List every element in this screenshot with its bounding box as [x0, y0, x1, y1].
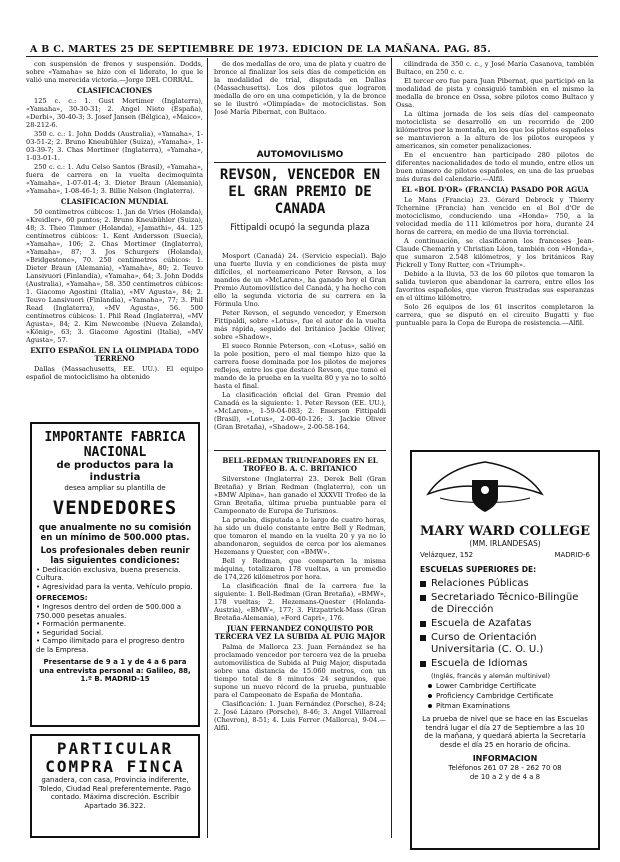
ad-headline: IMPORTANTE FABRICA NACIONAL [44, 430, 186, 460]
bol-dor-paragraph: Le Mans (Francia) 23. Gérard Debrock y Thierry Tchernine (Francia) han vencido en el Bol d'Or de motociclismo, conduciendo una «Honda» 750, a la velocidad media de 111 kilómetros por hora, durante 24 horas de carrera, en medio de una lluvia torrencial. [396, 196, 594, 236]
course-item: Relaciones Públicas [420, 578, 590, 590]
ad-finca-text: ganadera, con casa, Provincia indiferente, Toledo, Ciudad Real preferentemente. Pago contado. Máxima discreción. Escribir Apartado 36.322. [39, 776, 191, 810]
course-item: Escuela de Azafatas [420, 618, 590, 630]
college-address [420, 551, 590, 559]
exam-item: Lower Cambridge Certificate [428, 682, 590, 690]
results-350: 350 c. c.: 1. John Dodds (Australia), «Yamaha», 1-03-51-2; 2. Bruno Kneubühler (Suiza), «Yamaha», 1-03-39-7; 3. Chas Mortimer (Inglaterra), «Yamaha», 1-03-01-1. [26, 130, 203, 162]
bol-dor-paragraph: A continuación, se clasificaron los franceses Jean-Claude Chemarin y Christian Léon, también con «Honda», que sumaron 2.548 kilómetros, y los británicos Ray Pickrell y Tony Rutter, con «Triumph». [396, 237, 594, 269]
bell-redman-paragraph: Silverstone (Inglaterra) 23. Derek Bell (Gran Bretaña) y Brian Redman (Inglaterra), con un «BMW Alpina», han ganado el XXXVII Trofeo de la Gran Bretaña, última prueba puntuable para el Campeonato de Europa de Turismos. [214, 475, 386, 515]
bell-redman-paragraph: Bell y Redman, que comparten la misma máquina, totalizaron 178 vueltas, a un promedio de 174,226 kilómetros por hora. [214, 557, 386, 581]
ad-offer: • Ingresos dentro del orden de 500.000 a 750.000 pesetas anuales. [36, 603, 182, 620]
course-item: Secretariado Técnico-Bilingüe de Dirección [420, 592, 590, 616]
world-classification-title: CLASIFICACION MUNDIAL [60, 197, 169, 206]
revson-article [214, 252, 386, 448]
ad-particular: PARTICULAR [56, 739, 174, 758]
automovilismo-section [214, 150, 386, 236]
revson-paragraph: El sueco Ronnie Peterson, con «Lotus», salió en la pole position, pero el mal tiempo hizo que la carrera fuese dominada por los pilotos de mejores reflejos, entre los que destacó Revson, que tomó el mando de la prueba en la vuelta 80 y ya no lo soltó hasta el final. [214, 342, 386, 390]
course-item: Curso de Orientación Universitaria (C. O. U.) [420, 632, 590, 656]
spanish-success-title: EXITO ESPAÑOL EN LA OLIMPIADA TODO TERRENO [30, 346, 199, 363]
factory-job-ad [30, 422, 200, 727]
bol-dor-paragraph: Solo 26 equipos de los 61 inscritos completaron la carrera, que se disputó en el circuito Bugatti y fue puntuable para la Copa de Europa de resistencia.—Alfil. [396, 303, 594, 327]
ad-condition: • Agresividad para la venta. Vehículo propio. [36, 582, 193, 591]
ad-compra-finca: COMPRA FINCA [45, 757, 185, 776]
spanish-success-text: Dallas (Massachusetts, EE. UU.). El equipo español de motociclismo ha obtenido [26, 365, 203, 381]
level-test-note: La prueba de nivel que se hace en las Escuelas tendrá lugar el día 27 de Septiembre a las 10 de la mañana, y quedará abierta la Secretaría desde el día 25 en horario de oficina. [422, 715, 588, 749]
ad-offer: • Campo ilimitado para el progreso dentro de la Empresa. [36, 637, 185, 654]
ad-offer-label: OFRECEMOS: [36, 594, 88, 602]
ad-condition: • Dedicación exclusiva, buena presencia. Cultura. [36, 565, 181, 582]
revson-paragraph: Mosport (Canadá) 24. (Servicio especial). Bajo una fuerte lluvia y en condiciones de pista muy difíciles, el norteamericano Peter Revson, a los mandos de un «McLaren», ha ganado hoy el Gran Premio Automovilístico del Canadá, y ha hecho con ello la segunda victoria de su carrera en la Fórmula Uno. [214, 252, 386, 308]
ad-commission: que anualmente no su comisión en un mínimo de 500.000 ptas. [38, 522, 192, 543]
results-250: 250 c. c.: 1. Adu Celso Santos (Brasil), «Yamaha», fuera de carrera en la vuelta decimoquinta «Yamaha», 1-07-01-4; 3. Dieter Braun (Alemania), «Yamaha», 1-08-46-1; 3. Billie Nelson (Inglaterra). [26, 163, 203, 195]
fernandez-paragraph: Palma de Mallorca 23. Juan Fernández se ha proclamado vencedor por tercera vez de la prueba automovilística de Subida al Puig Major, disputada sobre una distancia de 15.060 metros, con un tiempo total de 8 minutos 24 segundos, que supone un nuevo récord de la prueba, puntuable para el Campeonato de España de Montaña. [214, 643, 386, 699]
college-subtitle: (MM. IRLANDESAS) [469, 539, 541, 548]
article-rule [214, 450, 386, 451]
trial-paragraph: de dos medallas de oro, una de plata y cuatro de bronce al finalizar los seis días de competición en la modalidad de trial, disputada en Dallas (Massachusetts). Los dos pilotos que lograron medalla de oro en una competición, y la de bronce se le ilustró «Olimpíada» de motociclistas. Son José María Pibernat, con Bultaco. [214, 60, 386, 116]
course-item: Escuela de Idiomas [420, 658, 590, 670]
olympiad-paragraph: cilindrada de 350 c. c., y José María Casanova, también Bultaco, en 250 c. c. [396, 60, 594, 76]
schools-label: ESCUELAS SUPERIORES DE: [420, 565, 537, 574]
revson-paragraph: La clasificación oficial del Gran Premio del Canadá es la siguiente: 1. Peter Revson (EE. UU.), «McLaren», 1-59-04-083; 2. Emerson Fittipaldi (Brasil), «Lotus», 2-00-40-126; 3. Jackie Oliver (Gran Bretaña), «Shadow», 2-00-58-164. [214, 391, 386, 431]
bullet-icon [420, 581, 426, 587]
ad-vendedores: VENDEDORES [52, 496, 178, 519]
bullet-icon [428, 694, 432, 698]
hours: de 10 a 2 y de 4 a 8 [469, 772, 541, 781]
phones: Teléfonos 261 07 28 - 262 70 08 [448, 764, 562, 772]
college-title: MARY WARD COLLEGE [420, 524, 591, 539]
bol-dor-title: EL «BOL D'OR» (FRANCIA) PASADO POR AGUA [401, 185, 589, 194]
revson-deck: Fittipaldi ocupó la segunda plaza [230, 223, 370, 233]
ad-subheadline: de productos para la industria [56, 460, 174, 483]
ad-contact: Presentarse de 9 a 1 y de 4 a 6 para una entrevista personal a: Galileo, 88, 1.º B. MADRID-15 [39, 658, 191, 683]
bell-redman-paragraph: La prueba, disputada a lo largo de cuatro horas, ha sido un duelo constante entre Bell y Redman, que tomaron el mando en la vuelta 20 y ya no lo abandonaron, seguidos de cerca por los alemanes Hezemans y Quester, con «BMW». [214, 516, 386, 556]
page-header: A B C. MARTES 25 DE SEPTIEMBRE DE 1973. EDICION DE LA MAÑANA. PAG. 85. [30, 44, 491, 55]
ad-conditions: Los profesionales deben reunir las siguientes condiciones: [40, 545, 190, 566]
bullet-icon [428, 704, 432, 708]
results-125: 125 c. c.: 1. Gust Mortimer (Inglaterra), «Yamaha», 30-30-31; 2. Angel Nieto (España), «Derbi», 30-40-3; 3. Josef Jansen (Bélgica), «Maico», 28-212-6. [26, 97, 203, 129]
olympiad-paragraph: El tercer oro fue para Juan Pibernat, que participó en la modalidad de pista y consiguió también en el mismo la medalla de bronce en Ossa, sobre pilotos como Bultaco y Ossa. [396, 77, 594, 109]
header-rule [26, 56, 598, 57]
olympiad-paragraph: En el encuentro han participado 280 pilotos de diferentes nacionalidades de todo el mundo, entre ellos un buen número de pilotos españoles, en una de las pruebas más duras del calendario.—Alfil. [396, 151, 594, 183]
motorcycle-results-column [26, 60, 203, 420]
bullet-icon [420, 635, 426, 641]
fernandez-title: JUAN FERNANDEZ CONQUISTO POR TERCERA VEZ LA SUBIDA AL PUIG MAJOR [214, 624, 386, 641]
bell-redman-title: BELL-REDMAN TRIUNFADORES EN EL TROFEO B. A. C. BRITANICO [222, 456, 378, 473]
exam-item: Proficiency Cambridge Certificate [428, 692, 590, 700]
languages-note: (Inglés, francés y alemán multinivel) [431, 672, 551, 680]
intro-paragraph: con suspensión de frenos y suspensión. Dodds, sobre «Yamaha» se hizo con el liderato, lo que le valió una merecida victoria.—Jorge DEL CORRAL. [26, 60, 203, 84]
bell-redman-paragraph: La clasificación final de la carrera fue la siguiente: 1. Bell-Redman (Gran Bretaña), «BMW», 178 vueltas; 2. Hezemans-Quester (Holanda-Austria), «BMW», 177; 3. Fitzpatrick-Mass (Gran Bretaña-Alemania), «Ford Capri», 176. [214, 582, 386, 622]
trial-continuation [214, 60, 386, 140]
bullet-icon [420, 621, 426, 627]
college-street: Velázquez, 152 [420, 551, 474, 559]
bullet-icon [420, 595, 426, 601]
ad-offer: • Seguridad Social. [36, 628, 104, 637]
revson-headline: REVSON, VENCEDOR EN EL GRAN PREMIO DE CANADA [219, 167, 381, 217]
column-divider [391, 58, 392, 838]
section-label: AUTOMOVILISMO [214, 150, 386, 163]
fernandez-paragraph: Clasificación: 1. Juan Fernández (Porsche), 8-24; 2. José Lázaro (Porsche), 8-46; 3. Angel Villarreal (Chevron), 8-51; 4. Luis Ferrer (Mallorca), 9-04.—Alfil. [214, 700, 386, 732]
olympiad-paragraph: La última jornada de los seis días del campeonato motociclista se desarrolló en un recorrido de 200 kilómetros por la montaña, en los que los pilotos españoles se mantuvieron a la altura de los pilotos europeos y americanos, sin cometer penalizaciones. [396, 110, 594, 150]
college-ad [410, 450, 600, 850]
right-column-articles [396, 60, 594, 422]
bullet-icon [428, 684, 432, 688]
bol-dor-paragraph: Debido a la lluvia, 53 de los 60 pilotos que tomaron la salida tuvieron que abandonar la carrera, entre ellos los favoritos españoles, que vieron frustradas sus esperanzas en el último kilómetro. [396, 270, 594, 302]
world-classification-text: 50 centímetros cúbicos: 1. Jan de Vries (Holanda), «Kreidler», 60 puntos; 2. Bruno Kneubühler (Suiza), 48; 3. Theo Timmer (Holanda), «Jamathi», 44. 125 centímetros cúbicos: 1. Kent Andersson (Suecia), «Yamaha», 106; 2. Chas Mortimer (Inglaterra), «Yamaha», 87; 3. Jos Schurgers (Holanda), «Bridgestone», 70. 250 centímetros cúbicos: 1. Dieter Braun (Alemania), «Yamaha», 80; 2. Teuvo Lansivuori (Finlandia), «Yamaha», 64; 3. John Dodds (Australia), «Yamaha», 58. 350 centímetros cúbicos: 1. Giacomo Agostini (Italia), «MV Agusta», 84; 2. Teuvo Lansivuori (Finlandia), «Yamaha», 77; 3. Phil Read (Inglaterra), «MV Agusta», 56. 500 centímetros cúbicos: 1. Phil Read (Inglaterra), «MV Agusta», 84; 2. Kim Newcombe (Nueva Zelanda), «König», 63; 3. Giacomo Agostini (Italia), «MV Agusta», 57. [26, 208, 203, 344]
column-divider [207, 58, 208, 838]
ad-line: desea ampliar su plantilla de [64, 484, 166, 492]
ad-offer: • Formación permanente. [36, 620, 127, 628]
exam-item: Pitman Examinations [428, 702, 590, 710]
info-label: INFORMACION [472, 754, 538, 763]
bullet-icon [420, 661, 426, 667]
revson-paragraph: Peter Revson, el segundo vencedor, y Emerson Fittipaldi, sobre «Lotus», fue el autor de la vuelta más rápida, seguido del británico Jackie Oliver, sobre «Shadow». [214, 309, 386, 341]
bell-redman-article [214, 454, 386, 836]
farm-purchase-ad [30, 734, 200, 838]
college-crest-icon [420, 458, 550, 516]
classifications-title: CLASIFICACIONES [76, 86, 153, 95]
college-city: MADRID-6 [554, 551, 590, 559]
